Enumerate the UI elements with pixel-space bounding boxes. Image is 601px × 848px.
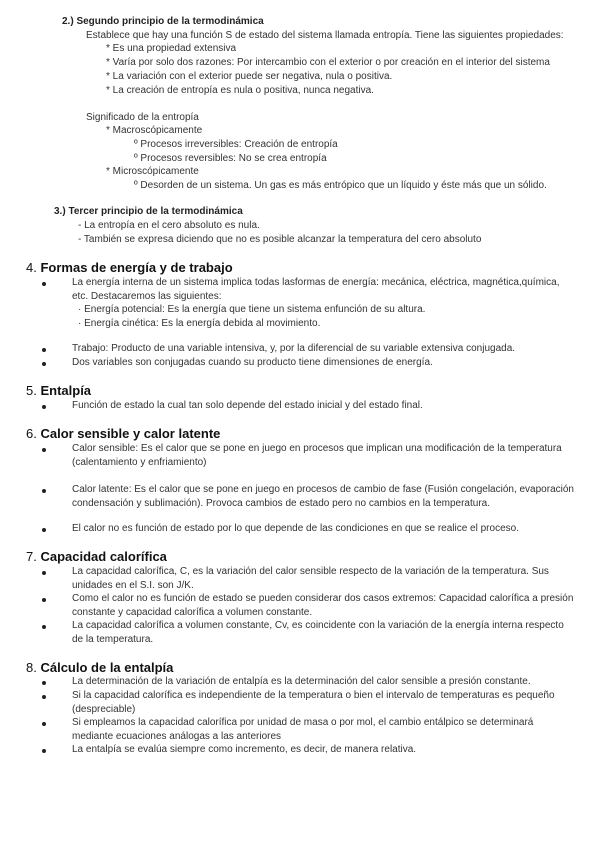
- section-number: 6.: [26, 426, 37, 441]
- section-title: Formas de energía y de trabajo: [40, 260, 233, 275]
- paragraph-line: La energía interna de un sistema implica todas lasformas de energía: mecánica, eléctrica, magnética,química,: [72, 277, 560, 288]
- paragraph-line: Como el calor no es función de estado se pueden considerar dos casos extremos: Capacidad calorífica a presión: [72, 593, 574, 604]
- section-heading: [26, 260, 233, 275]
- paragraph-line: de la temperatura.: [72, 634, 154, 645]
- paragraph-line: mediante ecuaciones análogas a las anteriores: [72, 731, 282, 742]
- paragraph-line: etc. Destacaremos las siguientes:: [72, 291, 222, 302]
- paragraph-line: Función de estado la cual tan solo depende del estado inicial y del estado final.: [72, 400, 423, 411]
- paragraph-line: constante y capacidad calorífica a volumen constante.: [72, 607, 313, 618]
- section-title: Capacidad calorífica: [40, 549, 167, 564]
- third-principle-item: - La entropía en el cero absoluto es nula.: [78, 220, 260, 231]
- bullet: [42, 362, 46, 366]
- section-title: Calor sensible y calor latente: [40, 426, 221, 441]
- section-heading: [26, 426, 220, 441]
- microscopic-item: º Desorden de un sistema. Un gas es más entrópico que un líquido y éste más que un sólido.: [134, 180, 547, 191]
- bullet: [42, 681, 46, 685]
- section-number: 5.: [26, 383, 37, 398]
- paragraph-line: Calor latente: Es el calor que se pone en juego en procesos de cambio de fase (Fusión congelación, evaporación: [72, 484, 574, 495]
- paragraph-line: Trabajo: Producto de una variable intensiva, y, por la diferencial de su variable extensiva conjugada.: [72, 343, 516, 354]
- bullet: [42, 448, 46, 452]
- bullet: [42, 489, 46, 493]
- bullet: [42, 528, 46, 532]
- paragraph-line: unidades en el S.I. son J/K.: [72, 580, 194, 591]
- section-title: Entalpía: [40, 383, 92, 398]
- paragraph-line: La entalpía se evalúa siempre como incremento, es decir, de manera relativa.: [72, 744, 417, 755]
- paragraph-line: Si la capacidad calorífica es independiente de la temperatura o bien el intervalo de temperaturas es pequeño: [72, 690, 555, 701]
- section-number: 7.: [26, 549, 37, 564]
- bullet: [42, 722, 46, 726]
- paragraph-line: La determinación de la variación de entalpía es la determinación del calor sensible a presión constante.: [72, 676, 531, 687]
- entropy-meaning-title: Significado de la entropía: [86, 112, 199, 123]
- bullet: [42, 598, 46, 602]
- section-number: 4.: [26, 260, 37, 275]
- paragraph-line: Calor sensible: Es el calor que se pone en juego en procesos que implican una modificación de la temperatura: [72, 443, 562, 454]
- paragraph-line: condensación y sublimación). Provoca cambios de estado pero no cambios en la temperatura.: [72, 498, 491, 509]
- bullet: [42, 695, 46, 699]
- bullet: [42, 749, 46, 753]
- paragraph-line: El calor no es función de estado por lo que depende de las condiciones en que se realice el proceso.: [72, 523, 519, 534]
- bullet: [42, 571, 46, 575]
- sub-item: · Energía potencial: Es la energía que tiene un sistema enfunción de su altura.: [78, 304, 426, 315]
- section-title: Cálculo de la entalpía: [40, 660, 174, 675]
- section-heading: [26, 549, 167, 564]
- section-heading: [26, 660, 173, 675]
- macroscopic-label: * Macroscópicamente: [106, 125, 203, 136]
- bullet: [42, 282, 46, 286]
- entropy-property: * La creación de entropía es nula o positiva, nunca negativa.: [106, 85, 374, 96]
- paragraph-line: La capacidad calorífica a volumen constante, Cv, es coincidente con la variación de la energía interna respecto: [72, 620, 564, 631]
- paragraph-line: Si empleamos la capacidad calorífica por unidad de masa o por mol, el cambio entálpico se determinará: [72, 717, 534, 728]
- section-heading: [26, 383, 91, 398]
- entropy-property: * La variación con el exterior puede ser negativa, nula o positiva.: [106, 71, 393, 82]
- bullet: [42, 405, 46, 409]
- paragraph-line: (calentamiento y enfriamiento): [72, 457, 207, 468]
- bullet: [42, 625, 46, 629]
- macroscopic-item: º Procesos reversibles: No se crea entropía: [134, 153, 327, 164]
- third-principle-title: 3.) Tercer principio de la termodinámica: [54, 206, 243, 217]
- macroscopic-item: º Procesos irreversibles: Creación de entropía: [134, 139, 338, 150]
- section-number: 8.: [26, 660, 37, 675]
- paragraph-line: La capacidad calorífica, C, es la variación del calor sensible respecto de la variación de la temperatura. Sus: [72, 566, 549, 577]
- second-principle-title: 2.) Segundo principio de la termodinámica: [62, 16, 264, 27]
- paragraph-line: (despreciable): [72, 704, 136, 715]
- entropy-property: * Es una propiedad extensiva: [106, 43, 237, 54]
- sub-item: · Energía cinética: Es la energía debida al movimiento.: [78, 318, 321, 329]
- second-principle-intro: Establece que hay una función S de estado del sistema llamada entropía. Tiene las siguientes propiedades:: [86, 30, 564, 41]
- third-principle-item: - También se expresa diciendo que no es posible alcanzar la temperatura del cero absoluto: [78, 234, 482, 245]
- bullet: [42, 348, 46, 352]
- entropy-property: * Varía por solo dos razones: Por intercambio con el exterior o por creación en el interior del sistema: [106, 57, 550, 68]
- microscopic-label: * Microscópicamente: [106, 166, 199, 177]
- paragraph-line: Dos variables son conjugadas cuando su producto tiene dimensiones de energía.: [72, 357, 433, 368]
